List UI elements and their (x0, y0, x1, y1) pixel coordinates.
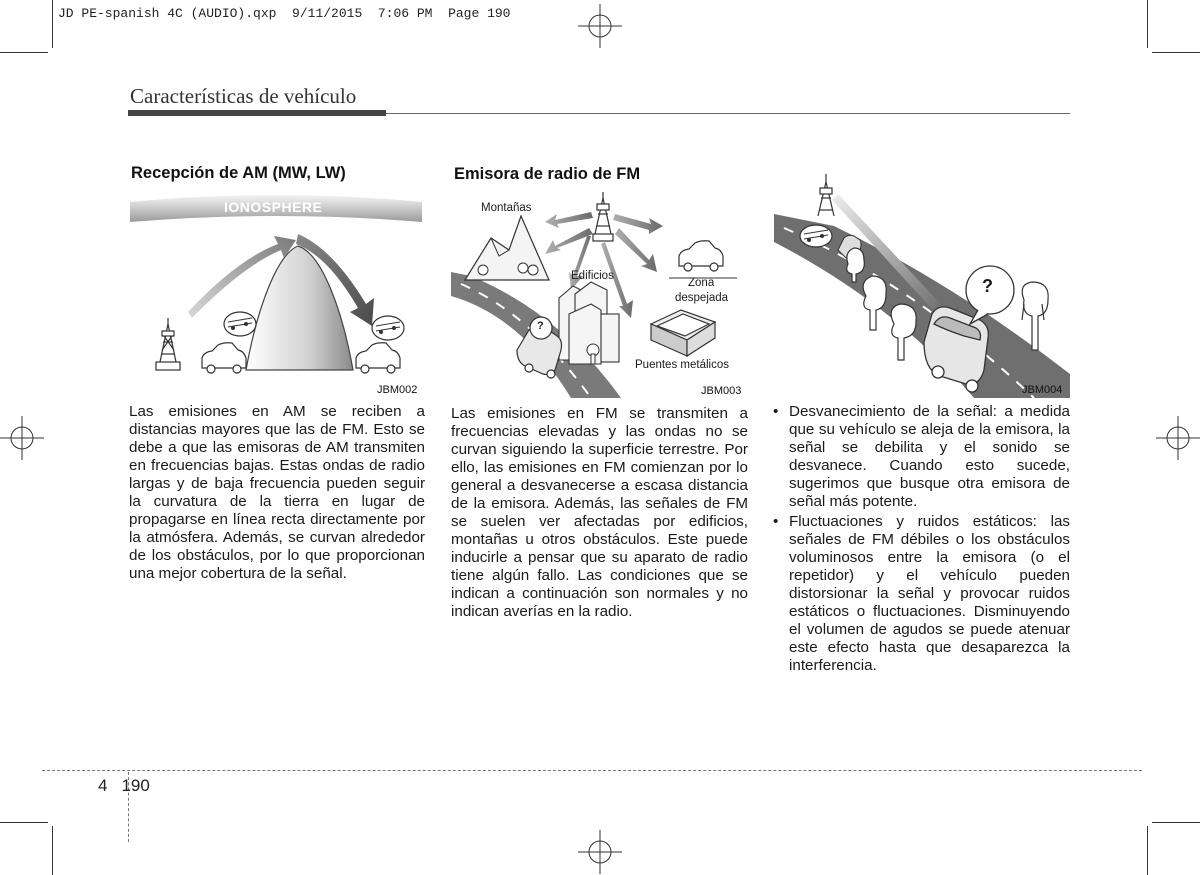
page-number-value: 190 (121, 776, 150, 795)
label-buildings: Edificios (571, 270, 614, 282)
figure-am-code: JBM002 (377, 384, 418, 396)
am-paragraph: Las emisiones en AM se reciben a distancias mayores que las de FM. Esto se debe a que las emisoras de AM transmiten en frecuencias bajas. Estas ondas de radio largas y de baja frecuencia pueden seguir la curvatura de la tierra en lugar de propagarse en línea recta directamente por la atmósfera. Además, se curvan alrededor de los obstáculos, por lo que proporcionan una mejor cobertura de la señal. (129, 403, 425, 582)
registration-mark-top (578, 4, 622, 48)
figure-fm-code: JBM003 (701, 385, 742, 397)
ionosphere-label: IONOSPHERE (224, 199, 323, 215)
registration-mark-right (1156, 416, 1200, 460)
column-fm-text (451, 405, 748, 621)
bullet-2: • (773, 513, 779, 530)
figure-fm-station (451, 164, 748, 398)
print-slug: JD PE-spanish 4C (AUDIO).qxp 9/11/2015 7:06 PM Page 190 (58, 6, 511, 21)
page-number (98, 776, 150, 796)
question-mark-fm: ? (537, 320, 544, 332)
label-open-area-1: Zona (688, 277, 715, 289)
figure-fm-title: Emisora de radio de FM (454, 165, 641, 183)
label-open-area-2: despejada (675, 292, 729, 304)
condition-fading-text: Desvanecimiento de la señal: a medida que su vehículo se aleja de la emisora, la señal se debilita y el sonido se desvanece. Cuando esto sucede, sugerimos que busque otra emisora de señal más potente. (789, 403, 1070, 510)
figure-am-title: Recepción de AM (MW, LW) (131, 164, 346, 182)
conditions-list (773, 403, 1070, 675)
header-rule-light (386, 113, 1070, 114)
section-title: Características de vehículo (130, 84, 357, 108)
bullet-1: • (773, 403, 779, 420)
question-mark-fading: ? (982, 276, 993, 296)
chapter-number: 4 (98, 776, 108, 795)
header-rule-dark (128, 110, 386, 116)
condition-fading (773, 403, 1070, 511)
footer-rule (42, 770, 1142, 771)
figure-am-reception (128, 164, 424, 398)
figure-signal-fading (774, 164, 1070, 398)
registration-mark-bottom (578, 830, 622, 874)
label-bridges: Puentes metálicos (635, 359, 729, 371)
column-conditions (773, 403, 1070, 677)
condition-static-text: Fluctuaciones y ruidos estáticos: las señales de FM débiles o los obstáculos voluminosos entre la emisora (o el repetidor) y el vehículo pueden distorsionar la señal y provocar ruidos estáticos o fluctuaciones. Disminuyendo el volumen de agudos se puede atenuar este efecto hasta que desaparezca la interferencia. (789, 513, 1070, 674)
figure-fading-code: JBM004 (1022, 384, 1063, 396)
column-am-text (129, 403, 425, 583)
condition-static (773, 513, 1070, 675)
fm-paragraph: Las emisiones en FM se transmiten a frecuencias elevadas y las ondas no se curvan siguiendo la superficie terrestre. Por ello, las emisiones en FM comienzan por lo general a desvanecerse a escasa distancia de la emisora. Además, las señales de FM se suelen ver afectadas por edificios, montañas u otros obstáculos. Este puede inducirle a pensar que su aparato de radio tiene algún fallo. Las condiciones que se indican a continuación son normales y no indican averías en la radio. (451, 405, 748, 620)
label-mountains: Montañas (481, 202, 532, 214)
registration-mark-left (0, 416, 44, 460)
